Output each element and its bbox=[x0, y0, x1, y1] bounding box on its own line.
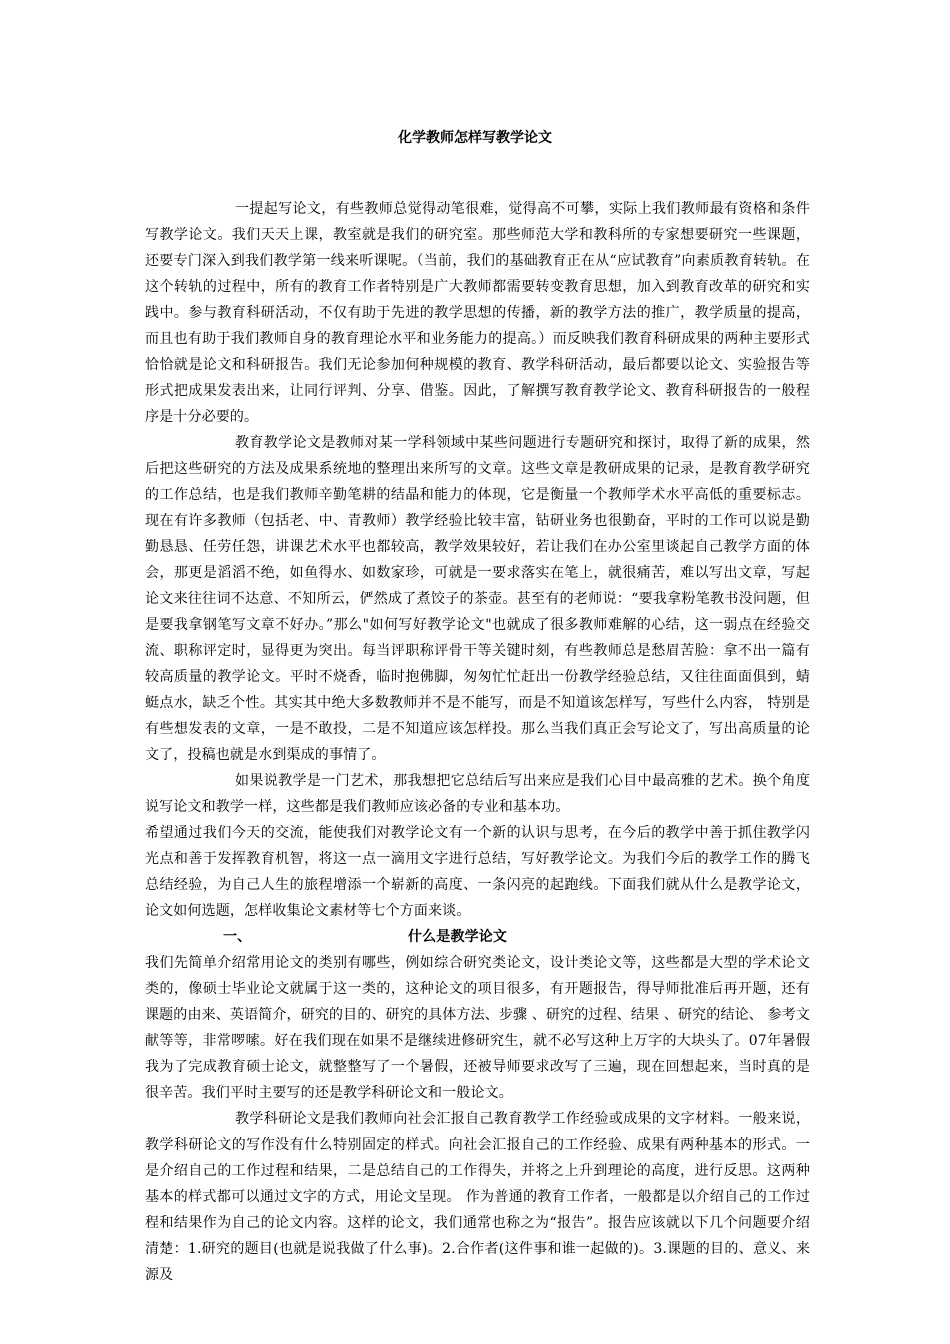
section-title: 什么是教学论文 bbox=[408, 929, 508, 945]
paragraph-1: 一提起写论文，有些教师总觉得动笔很难，觉得高不可攀，实际上我们教师最有资格和条件写教学论文。我们天天上课，教室就是我们的研究室。那些师范大学和教科所的专家想要研究一些课题，还要专门深入到我们教学第一线来听课呢。（当前，我们的基础教育正在从“应试教育”向素质教育转轨。在这个转轨的过程中，所有的教育工作者特别是广大教师都需要转变教育思想，加入到教育改革的研究和实践中。参与教育科研活动，不仅有助于先进的教学思想的传播，新的教学方法的推广，教学质量的提高，而且也有助于我们教师自身的教育理论水平和业务能力的提高。）而反映我们教育科研成果的两种主要形式恰恰就是论文和科研报告。我们无论参加何种规模的教育、教学科研活动，最后都要以论文、实验报告等形式把成果发表出来，让同行评判、分享、借鉴。因此，了解撰写教育教学论文、教育科研报告的一般程序是十分必要的。 bbox=[145, 201, 810, 425]
paragraph-3: 如果说教学是一门艺术，那我想把它总结后写出来应是我们心目中最高雅的艺术。换个角度说写论文和教学一样，这些都是我们教师应该必备的专业和基本功。 bbox=[145, 773, 810, 815]
section-paragraph-1: 我们先简单介绍常用论文的类别有哪些，例如综合研究类论文，设计类论文等，这些都是大型的学术论文类的，像硕士毕业论文就属于这一类的，这种论文的项目很多，有开题报告，得导师批准后再开题，还有课题的由来、英语简介，研究的目的、研究的具体方法、步骤 、研究的过程、结果 、研究的结论、 参考文献等等，非常啰嗦。好在我们现在如果不是继续进修研究生，就不必写这种上万字的大块头了。07年暑假我为了完成教育硕士论文，就整整写了一个暑假，还被导师要求改写了三遍，现在回想起来，当时真的是很辛苦。我们平时主要写的还是教学科研论文和一般论文。 bbox=[145, 955, 810, 1101]
section-paragraph-2: 教学科研论文是我们教师向社会汇报自己教育教学工作经验或成果的文字材料。一般来说，教学科研论文的写作没有什么特别固定的样式。向社会汇报自己的工作经验、成果有两种基本的形式。一是介绍自己的工作过程和结果，二是总结自己的工作得失，并将之上升到理论的高度，进行反思。这两种基本的样式都可以通过文字的方式，用论文呈现。 作为普通的教育工作者，一般都是以介绍自己的工作过程和结果作为自己的论文内容。这样的论文，我们通常也称之为“报告”。报告应该就以下几个问题要介绍清楚：1.研究的题目(也就是说我做了什么事)。2.合作者(这件事和谁一起做的)。3.课题的目的、意义、来源及 bbox=[145, 1111, 810, 1283]
paragraph-4: 希望通过我们今天的交流，能使我们对教学论文有一个新的认识与思考，在今后的教学中善于抓住教学闪光点和善于发挥教育机智，将这一点一滴用文字进行总结，写好教学论文。为我们今后的教学工作的腾飞总结经验，为自己人生的旅程增添一个崭新的高度、一条闪亮的起跑线。下面我们就从什么是教学论文，论文如何选题，怎样收集论文素材等七个方面来谈。 bbox=[145, 825, 810, 919]
document-body bbox=[145, 196, 810, 1288]
section-heading bbox=[145, 924, 810, 950]
section-number: 一、 bbox=[223, 929, 252, 945]
paragraph-2: 教育教学论文是教师对某一学科领域中某些问题进行专题研究和探讨，取得了新的成果，然后把这些研究的方法及成果系统地的整理出来所写的文章。这些文章是教研成果的记录，是教育教学研究的工作总结，也是我们教师辛勤笔耕的结晶和能力的体现，它是衡量一个教师学术水平高低的重要标志。现在有许多教师（包括老、中、青教师）教学经验比较丰富，钻研业务也很勤奋，平时的工作可以说是勤勤恳恳、任劳任怨，讲课艺术水平也都较高，教学效果较好，若让我们在办公室里谈起自己教学方面的体会，那更是滔滔不绝，如鱼得水、如数家珍，可就是一要求落实在笔上，就很痛苦，难以写出文章，写起论文来往往词不达意、不知所云，俨然成了煮饺子的茶壶。甚至有的老师说：“要我拿粉笔教书没问题，但是要我拿钢笔写文章不好办。”那么"如何写好教学论文"也就成了很多教师难解的心结，这一弱点在经验交流、职称评定时，显得更为突出。每当评职称评骨干等关键时刻，有些教师总是愁眉苦脸：拿不出一篇有较高质量的教学论文。平时不烧香，临时抱佛脚，匆匆忙忙赶出一份教学经验总结，又往往面面俱到，蜻蜓点水，缺乏个性。其实其中绝大多数教师并不是不能写，而是不知道该怎样写，写些什么内容， 特别是有些想发表的文章，一是不敢投，二是不知道应该怎样投。那么当我们真正会写论文了，写出高质量的论文了，投稿也就是水到渠成的事情了。 bbox=[145, 435, 810, 763]
document-title: 化学教师怎样写教学论文 bbox=[398, 130, 552, 146]
